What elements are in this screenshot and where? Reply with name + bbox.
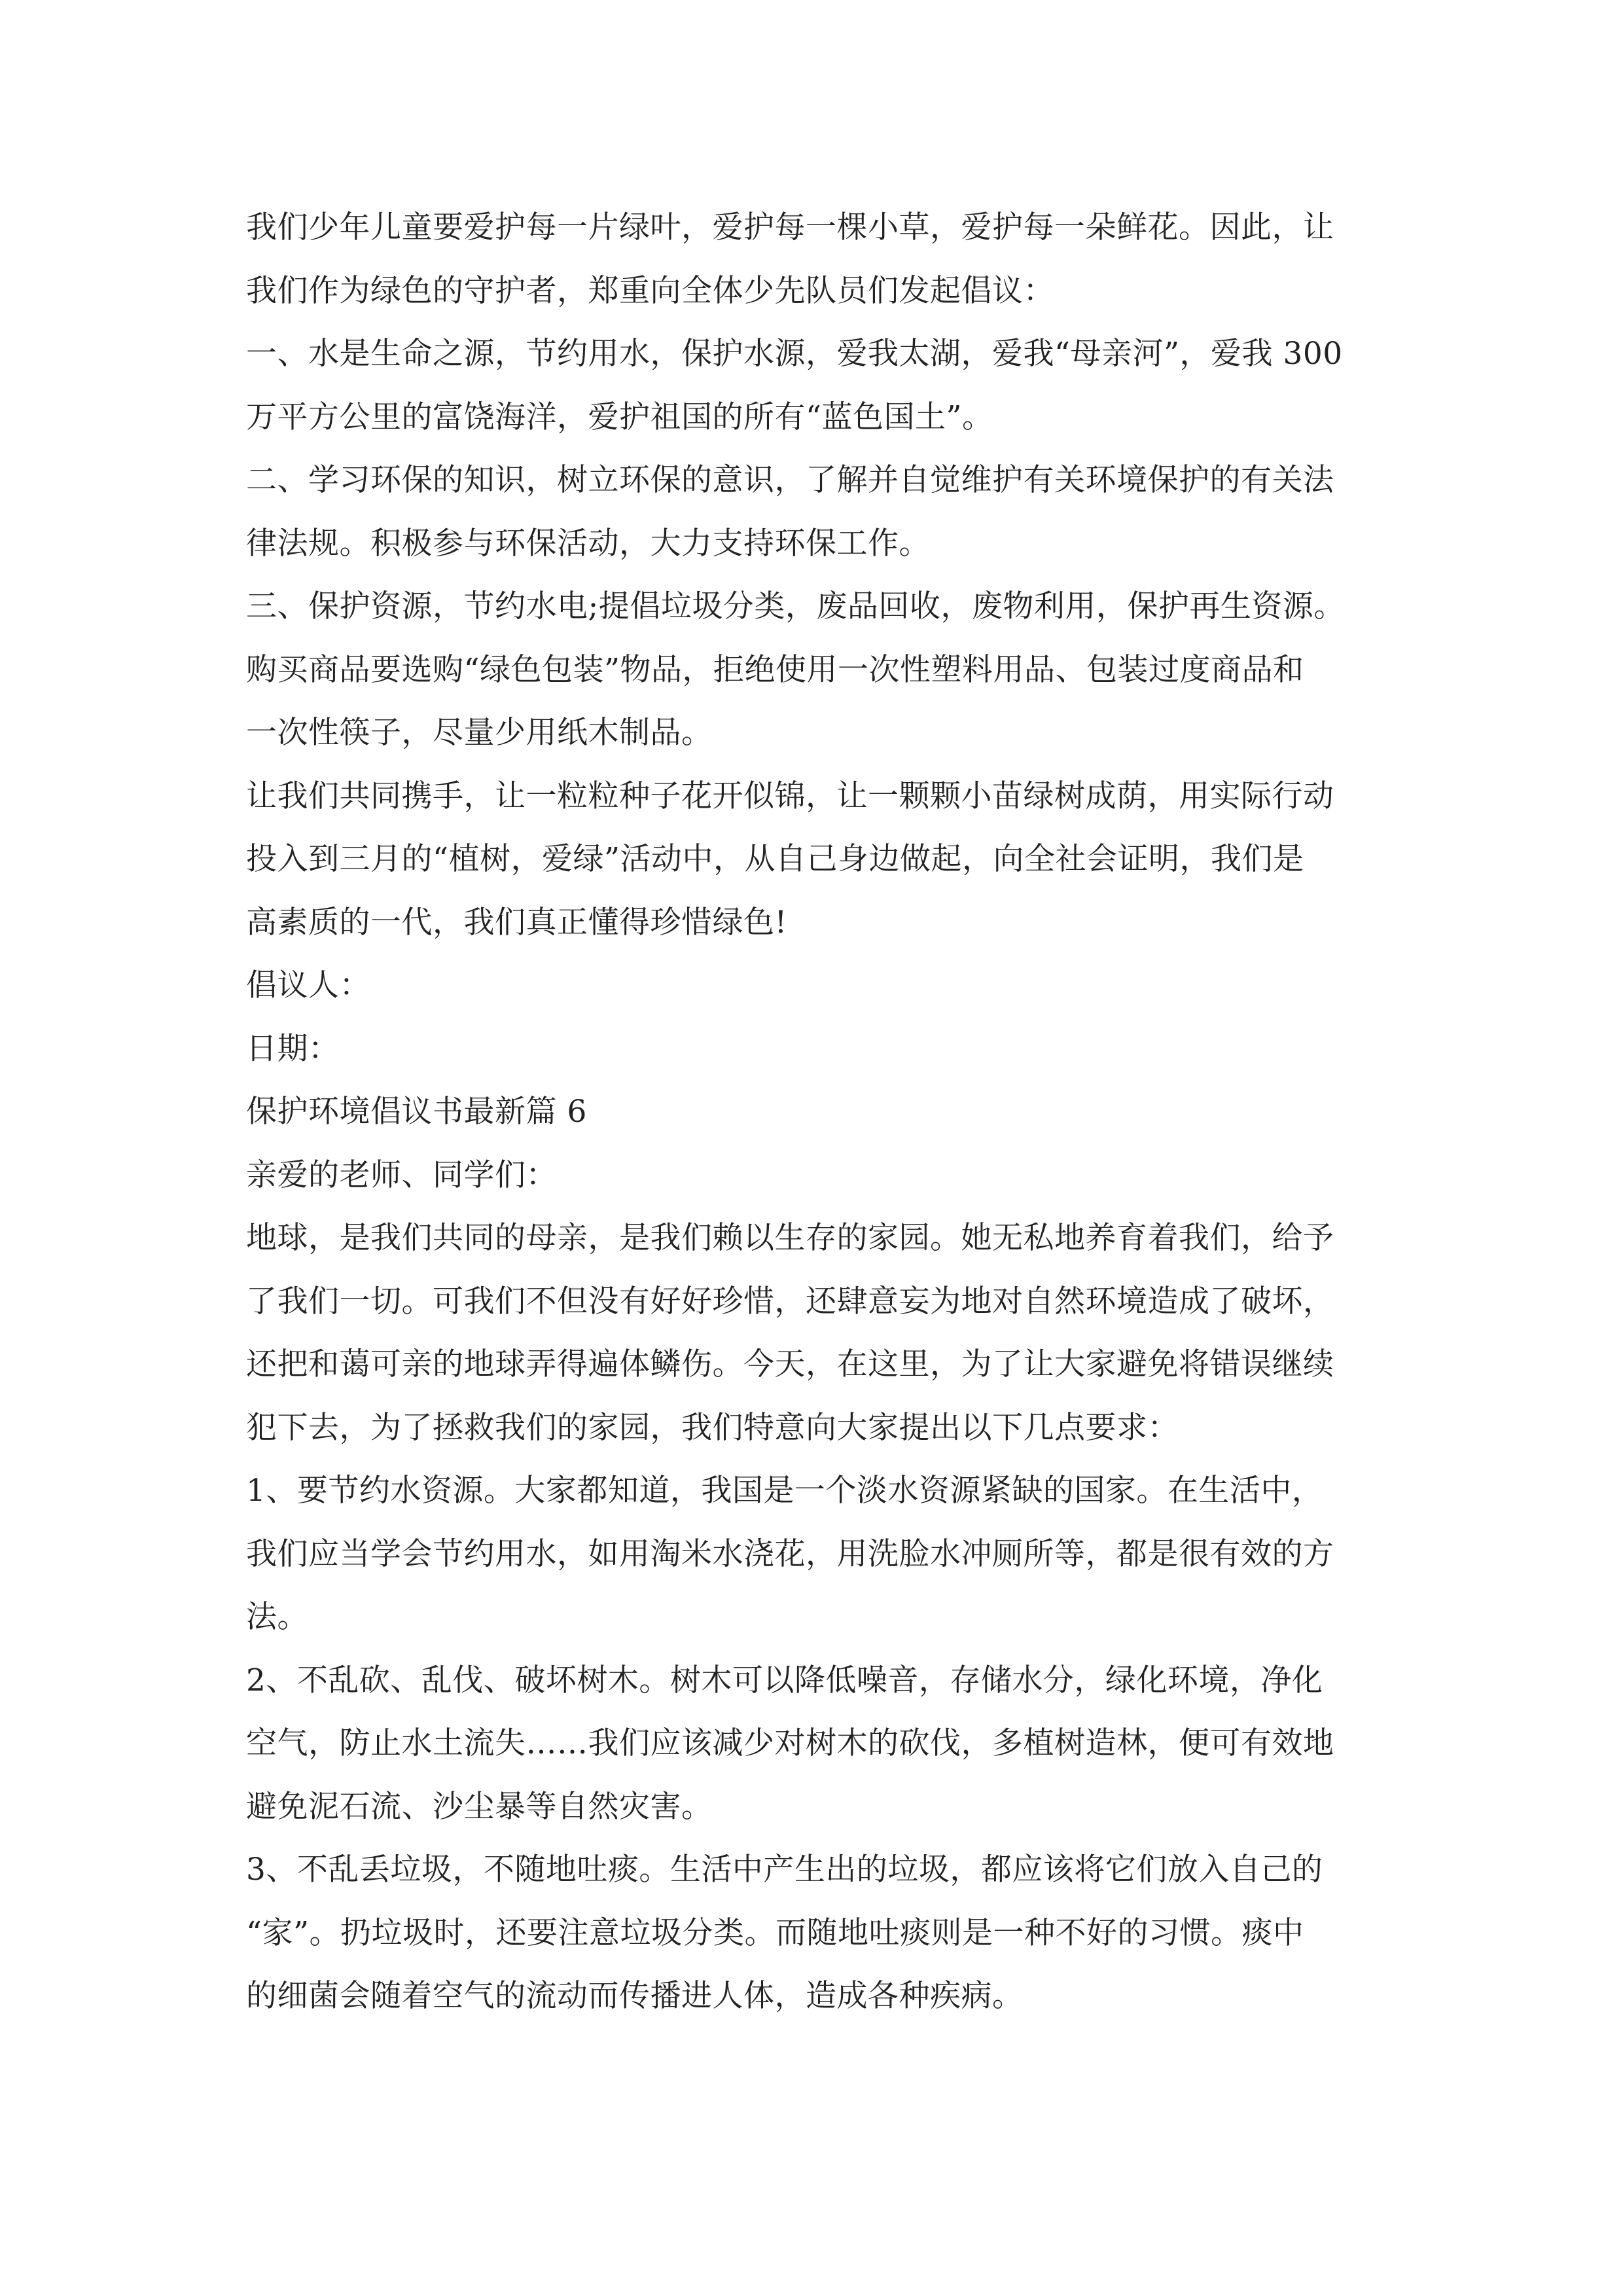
text-line: 让我们共同携手，让一粒粒种子花开似锦，让一颗颗小苗绿树成荫，用实际行动 [246,778,1334,814]
section-title: 保护环境倡议书最新篇 6 [246,1094,587,1130]
text-line: 二、学习环保的知识，树立环保的意识，了解并自觉维护有关环境保护的有关法 [246,462,1334,498]
text-line: 犯下去，为了拯救我们的家园，我们特意向大家提出以下几点要求： [246,1409,1179,1446]
text-line: 的细菌会随着空气的流动而传播进人体，造成各种疾病。 [246,1978,1024,2014]
text-line: 一次性筷子，尽量少用纸木制品。 [246,715,713,751]
text-line: “家”。扔垃圾时，还要注意垃圾分类。而随地吐痰则是一种不好的习惯。痰中 [246,1914,1304,1951]
text-line: 投入到三月的“植树，爱绿”活动中，从自己身边做起，向全社会证明，我们是 [246,841,1304,877]
text-line: 一、水是生命之源，节约用水，保护水源，爱我太湖，爱我“母亲河”，爱我 300 [246,336,1343,372]
text-line: 还把和蔼可亲的地球弄得遍体鳞伤。今天，在这里，为了让大家避免将错误继续 [246,1346,1334,1382]
text-line: 购买商品要选购“绿色包装”物品，拒绝使用一次性塑料用品、包装过度商品和 [246,651,1304,688]
date-label: 日期： [246,1030,340,1067]
text-line: 我们少年儿童要爱护每一片绿叶，爱护每一棵小草，爱护每一朵鲜花。因此，让 [246,209,1334,245]
text-line: 我们应当学会节约用水，如用淘米水浇花，用洗脸水冲厕所等，都是很有效的方 [246,1535,1334,1572]
text-line: 法。 [246,1599,308,1635]
salutation: 亲爱的老师、同学们： [246,1157,557,1193]
text-line: 高素质的一代，我们真正懂得珍惜绿色! [246,904,787,941]
text-line: 地球，是我们共同的母亲，是我们赖以生存的家园。她无私地养育着我们，给予 [246,1220,1334,1256]
text-line: 律法规。积极参与环保活动，大力支持环保工作。 [246,525,930,562]
text-line: 避免泥石流、沙尘暴等自然灾害。 [246,1788,713,1825]
document-body [246,196,1385,2028]
text-line: 空气，防止水土流失……我们应该减少对树木的砍伐，多植树造林，便可有效地 [246,1725,1334,1761]
text-line: 2、不乱砍、乱伐、破坏树木。树木可以降低噪音，存储水分，绿化环境，净化 [246,1662,1323,1698]
text-line: 三、保护资源，节约水电;提倡垃圾分类，废品回收，废物利用，保护再生资源。 [246,588,1345,624]
text-line: 1、要节约水资源。大家都知道，我国是一个淡水资源紧缺的国家。在生活中， [246,1473,1323,1509]
text-line: 了我们一切。可我们不但没有好好珍惜，还肆意妄为地对自然环境造成了破坏， [246,1283,1334,1319]
text-line: 我们作为绿色的守护者，郑重向全体少先队员们发起倡议： [246,272,1054,309]
text-line: 万平方公里的富饶海洋，爱护祖国的所有“蓝色国土”。 [246,399,993,435]
signatory-label: 倡议人： [246,967,370,1003]
text-line: 3、不乱丢垃圾，不随地吐痰。生活中产生出的垃圾，都应该将它们放入自己的 [246,1852,1323,1888]
